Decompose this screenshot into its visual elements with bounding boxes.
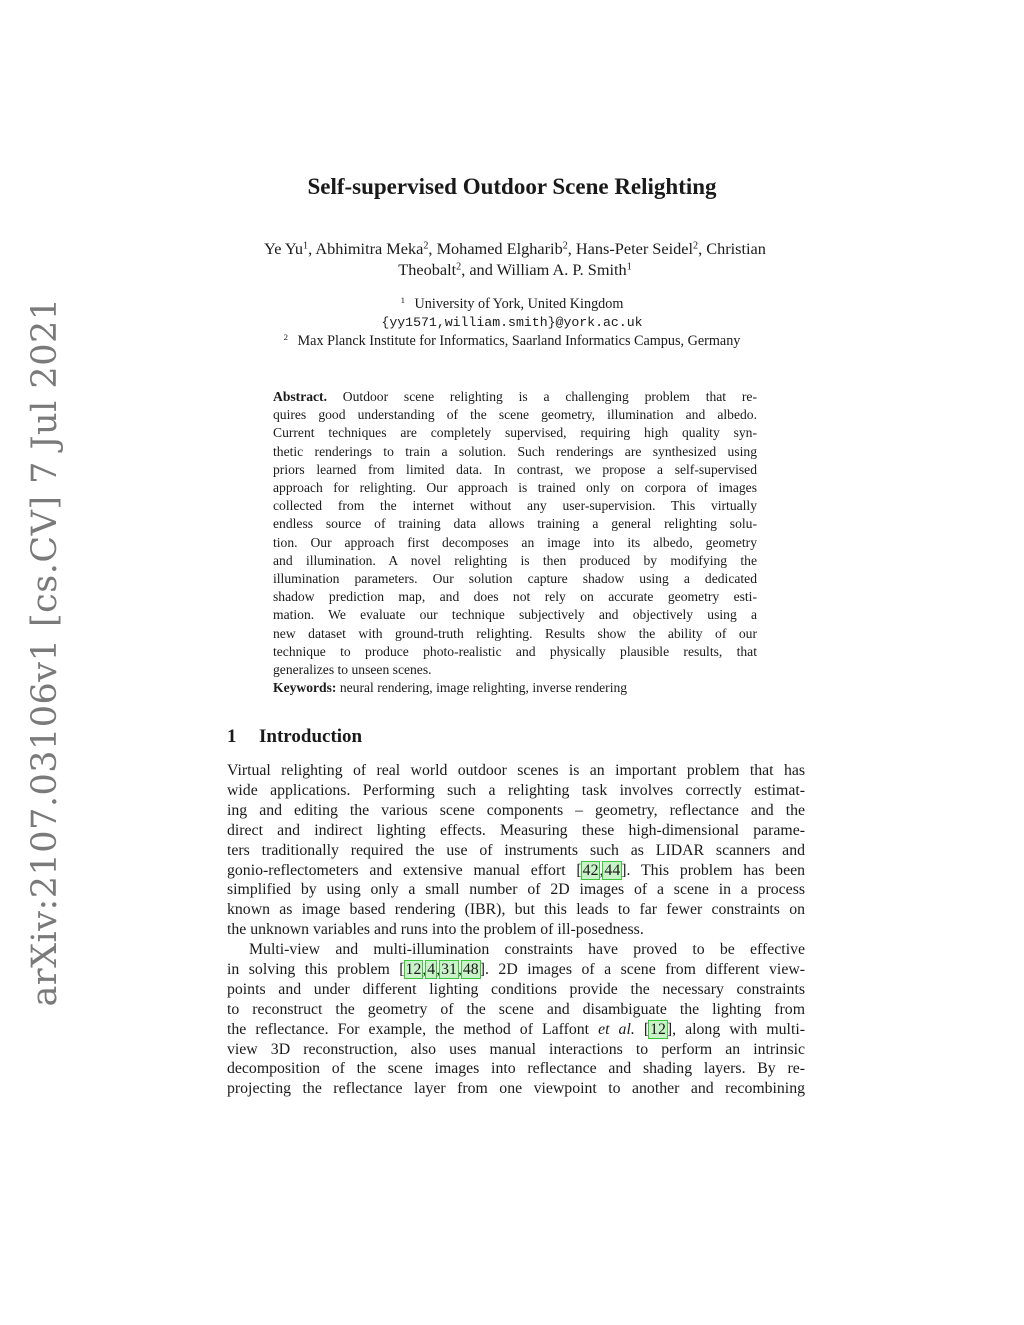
keywords: [273, 679, 757, 697]
abstract-line: approach for relighting. Our approach is trained only on corpora of images: [273, 480, 757, 496]
author-affiliation-marker: 2: [456, 261, 462, 273]
author-line-2: Theobalt$^2$, and William A. P. Smith$^1$: [398, 260, 632, 279]
abstract-line: shadow prediction map, and does not rely on accurate geometry esti-: [273, 589, 757, 605]
arxiv-identifier[interactable]: arXiv:2107.03106v1 [cs.CV] 7 Jul 2021: [25, 297, 65, 1007]
abstract-line: Current techniques are completely supervised, requiring high quality syn-: [273, 425, 757, 441]
citation-link[interactable]: 12: [405, 960, 422, 978]
abstract-line: generalizes to unseen scenes.: [273, 662, 432, 678]
author-name: Mohamed Elgharib: [436, 239, 563, 258]
text-line: wide applications. Performing such a relighting task involves correctly estimat-: [227, 781, 805, 799]
abstract-line: technique to produce photo-realistic and physically plausible results, that: [273, 643, 757, 659]
abstract-line: Abstract. Outdoor scene relighting is a challenging problem that re-: [273, 389, 757, 404]
citation-link[interactable]: 31: [441, 960, 457, 978]
text-line: the reflectance. For example, the method of Laffont et al. [12], along with multi-: [227, 1020, 805, 1038]
abstract-line: new dataset with ground-truth relighting. Results show the ability of our: [273, 625, 757, 641]
text-line: to reconstruct the geometry of the scene and disambiguate the lighting from: [227, 1000, 805, 1018]
abstract-line: tion. Our approach first decomposes an image into its albedo, geometry: [273, 534, 757, 550]
abstract-line: mation. We evaluate our technique subjectively and objectively using a: [273, 607, 757, 623]
affiliation-mpi: [0, 332, 1024, 350]
text-line: gonio-reflectometers and extensive manual effort [42,44]. This problem has been: [227, 861, 806, 879]
text-line: decomposition of the scene images into reflectance and shading layers. By re-: [227, 1060, 805, 1078]
text-line: points and under different lighting conditions provide the necessary constraints: [227, 980, 805, 998]
affiliation-text: Max Planck Institute for Informatics, Saarland Informatics Campus, Germany: [297, 333, 741, 349]
text-line: the unknown variables and runs into the problem of ill-posedness.: [227, 921, 644, 939]
author-name: and William A. P. Smith: [469, 260, 627, 279]
author-email[interactable]: {yy1571,william.smith}@york.ac.uk: [381, 315, 643, 330]
author-affiliation-marker: 2: [562, 240, 568, 252]
citation-link[interactable]: 44: [604, 861, 621, 879]
section-number: 1: [227, 726, 237, 747]
paper-title: Self-supervised Outdoor Scene Relighting: [307, 174, 717, 199]
author-affiliation-marker: 2: [693, 240, 699, 252]
abstract-line: illumination parameters. Our solution capture shadow using a dedicated: [273, 571, 757, 587]
author-affiliation-marker: 1: [303, 240, 309, 252]
keywords-label: Keywords:: [273, 680, 337, 696]
author-list: [210, 238, 820, 280]
text-line: Multi-view and multi-illumination constraints have proved to be effective: [249, 941, 805, 958]
text-line: ters traditionally required the use of instruments such as LIDAR scanners and: [227, 841, 805, 859]
abstract-line: collected from the internet without any user-supervision. This virtually: [273, 498, 757, 514]
text-line: Virtual relighting of real world outdoor scenes is an important problem that has: [227, 762, 805, 779]
citation-link[interactable]: 42: [582, 861, 599, 879]
text-line: direct and indirect lighting effects. Measuring these high-dimensional parame-: [227, 821, 805, 839]
citation-link[interactable]: 48: [462, 960, 479, 978]
abstract-line: thetic renderings to train a solution. Such renderings are synthesized using: [273, 443, 757, 459]
intro-paragraph-1: [227, 761, 805, 940]
text-line: known as image based rendering (IBR), but this leads to far fewer constraints on: [227, 901, 805, 919]
affiliation-marker: 2: [283, 332, 288, 343]
author-affiliation-marker: 1: [626, 261, 632, 273]
author-affiliation-marker: 2: [423, 240, 429, 252]
abstract: [273, 388, 757, 697]
abstract-line: and illumination. A novel relighting is then produced by modifying the: [273, 552, 757, 568]
section-title: Introduction: [259, 726, 363, 747]
text-line: ing and editing the various scene components – geometry, reflectance and the: [227, 801, 805, 819]
author-name: Hans-Peter Seidel: [575, 239, 694, 258]
intro-paragraph-2: [227, 940, 805, 1099]
text-line: in solving this problem [12,4,31,48]. 2D images of a scene from different view-: [227, 960, 805, 978]
author-name: Theobalt: [398, 260, 457, 279]
arxiv-sidebar: [20, 297, 70, 1007]
abstract-line: priors learned from limited data. In contrast, we propose a self-supervised: [273, 461, 757, 477]
abstract-line: endless source of training data allows training a general relighting solu-: [273, 516, 757, 532]
author-name: Ye Yu: [264, 239, 304, 258]
italic-text: et al.: [598, 1020, 635, 1038]
author-line-1: Ye Yu$^1$, Abhimitra Meka$^2$, Mohamed Elgharib$^2$, Hans-Peter Seidel$^2$, Christian: [264, 239, 766, 258]
affiliation-york: [0, 295, 1024, 313]
text-line: view 3D reconstruction, also uses manual interactions to perform an intrinsic: [227, 1040, 805, 1058]
affiliation-text: University of York, United Kingdom: [414, 296, 624, 312]
section-heading: [227, 726, 362, 748]
citation-link[interactable]: 12: [650, 1020, 666, 1038]
keywords-text: neural rendering, image relighting, inverse rendering: [336, 680, 628, 696]
citation-link[interactable]: 4: [427, 960, 436, 978]
text-line: simplified by using only a small number of 2D images of a scene in a process: [227, 881, 805, 899]
author-name: Christian: [706, 239, 766, 258]
abstract-label: Abstract.: [273, 389, 327, 404]
affiliation-marker: 1: [400, 295, 405, 306]
text-line: projecting the reflectance layer from one viewpoint to another and recombining: [227, 1080, 805, 1098]
abstract-body: [273, 388, 757, 679]
author-name: Abhimitra Meka: [315, 239, 424, 258]
abstract-line: quires good understanding of the scene geometry, illumination and albedo.: [273, 407, 757, 423]
